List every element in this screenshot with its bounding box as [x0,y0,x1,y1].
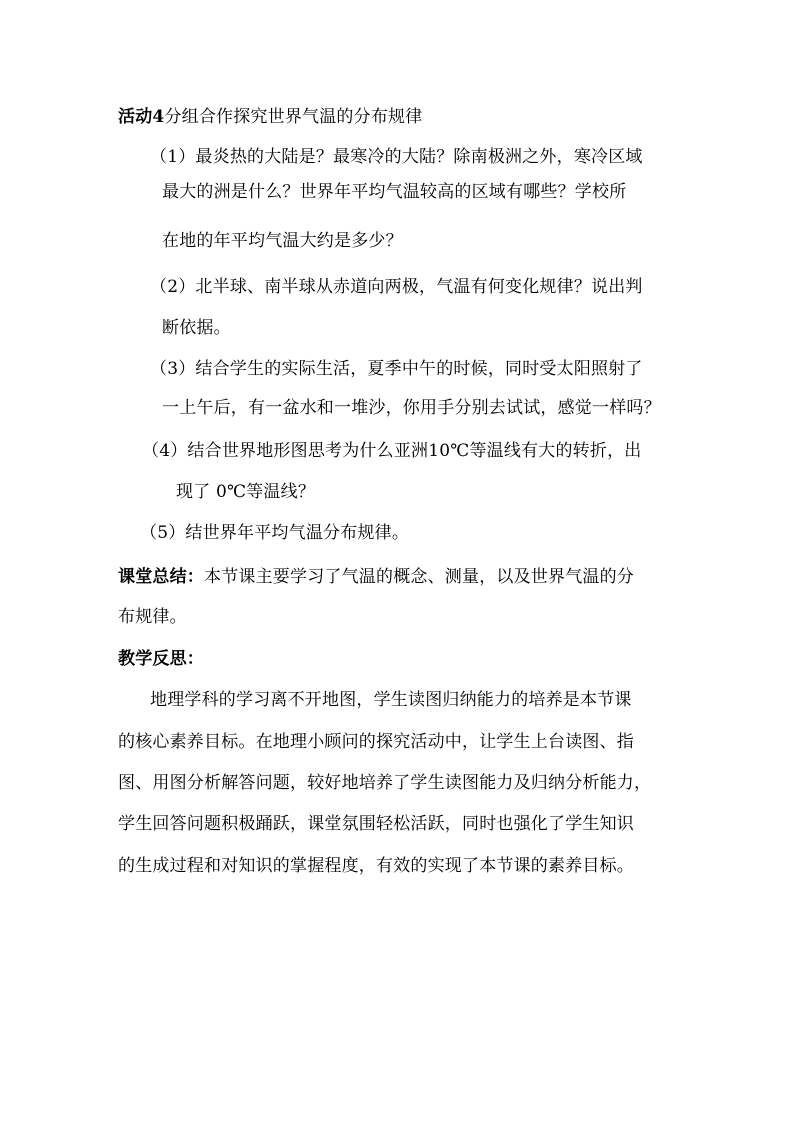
activity-heading-text: 分组合作探究世界气温的分布规律 [164,107,423,127]
summary-label: 课堂总结： [118,567,204,587]
reflection-line-3: 图、用图分析解答问题，较好地培养了学生读图能力及归纳分析能力， [118,773,652,793]
question-5-line-1: （5）结世界年平均气温分布规律。 [140,523,410,543]
question-1-line-2: 最大的洲是什么？世界年平均气温较高的区域有哪些？学校所 [162,182,627,202]
question-3-line-1: （3）结合学生的实际生活，夏季中午的时候，同时受太阳照射了 [150,359,643,379]
activity-heading [118,106,422,128]
summary-text: 本节课主要学习了气温的概念、测量，以及世界气温的分 [204,567,634,587]
question-1-line-3: 在地的年平均气温大约是多少？ [162,231,403,251]
reflection-line-5: 的生成过程和对知识的掌握程度，有效的实现了本节课的素养目标。 [118,856,634,876]
reflection-line-1: 地理学科的学习离不开地图，学生读图归纳能力的培养是本节课 [150,690,632,710]
question-1-line-1: （1）最炎热的大陆是？最寒冷的大陆？除南极洲之外，寒冷区域 [150,147,643,167]
question-2-line-1: （2）北半球、南半球从赤道向两极，气温有何变化规律？说出判 [150,277,643,297]
reflection-heading: 教学反思： [118,649,204,669]
question-2-line-2: 断依据。 [162,318,231,338]
reflection-line-4: 学生回答问题积极踊跃，课堂氛围轻松活跃，同时也强化了学生知识 [118,814,634,834]
question-4-line-1: （4）结合世界地形图思考为什么亚洲10℃等温线有大的转折，出 [142,441,642,461]
summary-line-1 [118,566,634,588]
reflection-line-2: 的核心素养目标。在地理小顾问的探究活动中，让学生上台读图、指 [118,732,634,752]
activity-heading-label: 活动4 [118,107,165,127]
summary-line-2: 布规律。 [118,607,187,627]
question-4-line-2: 现了 0℃等温线？ [176,482,316,502]
question-3-line-2: 一上午后，有一盆水和一堆沙，你用手分别去试试，感觉一样吗？ [162,398,661,418]
